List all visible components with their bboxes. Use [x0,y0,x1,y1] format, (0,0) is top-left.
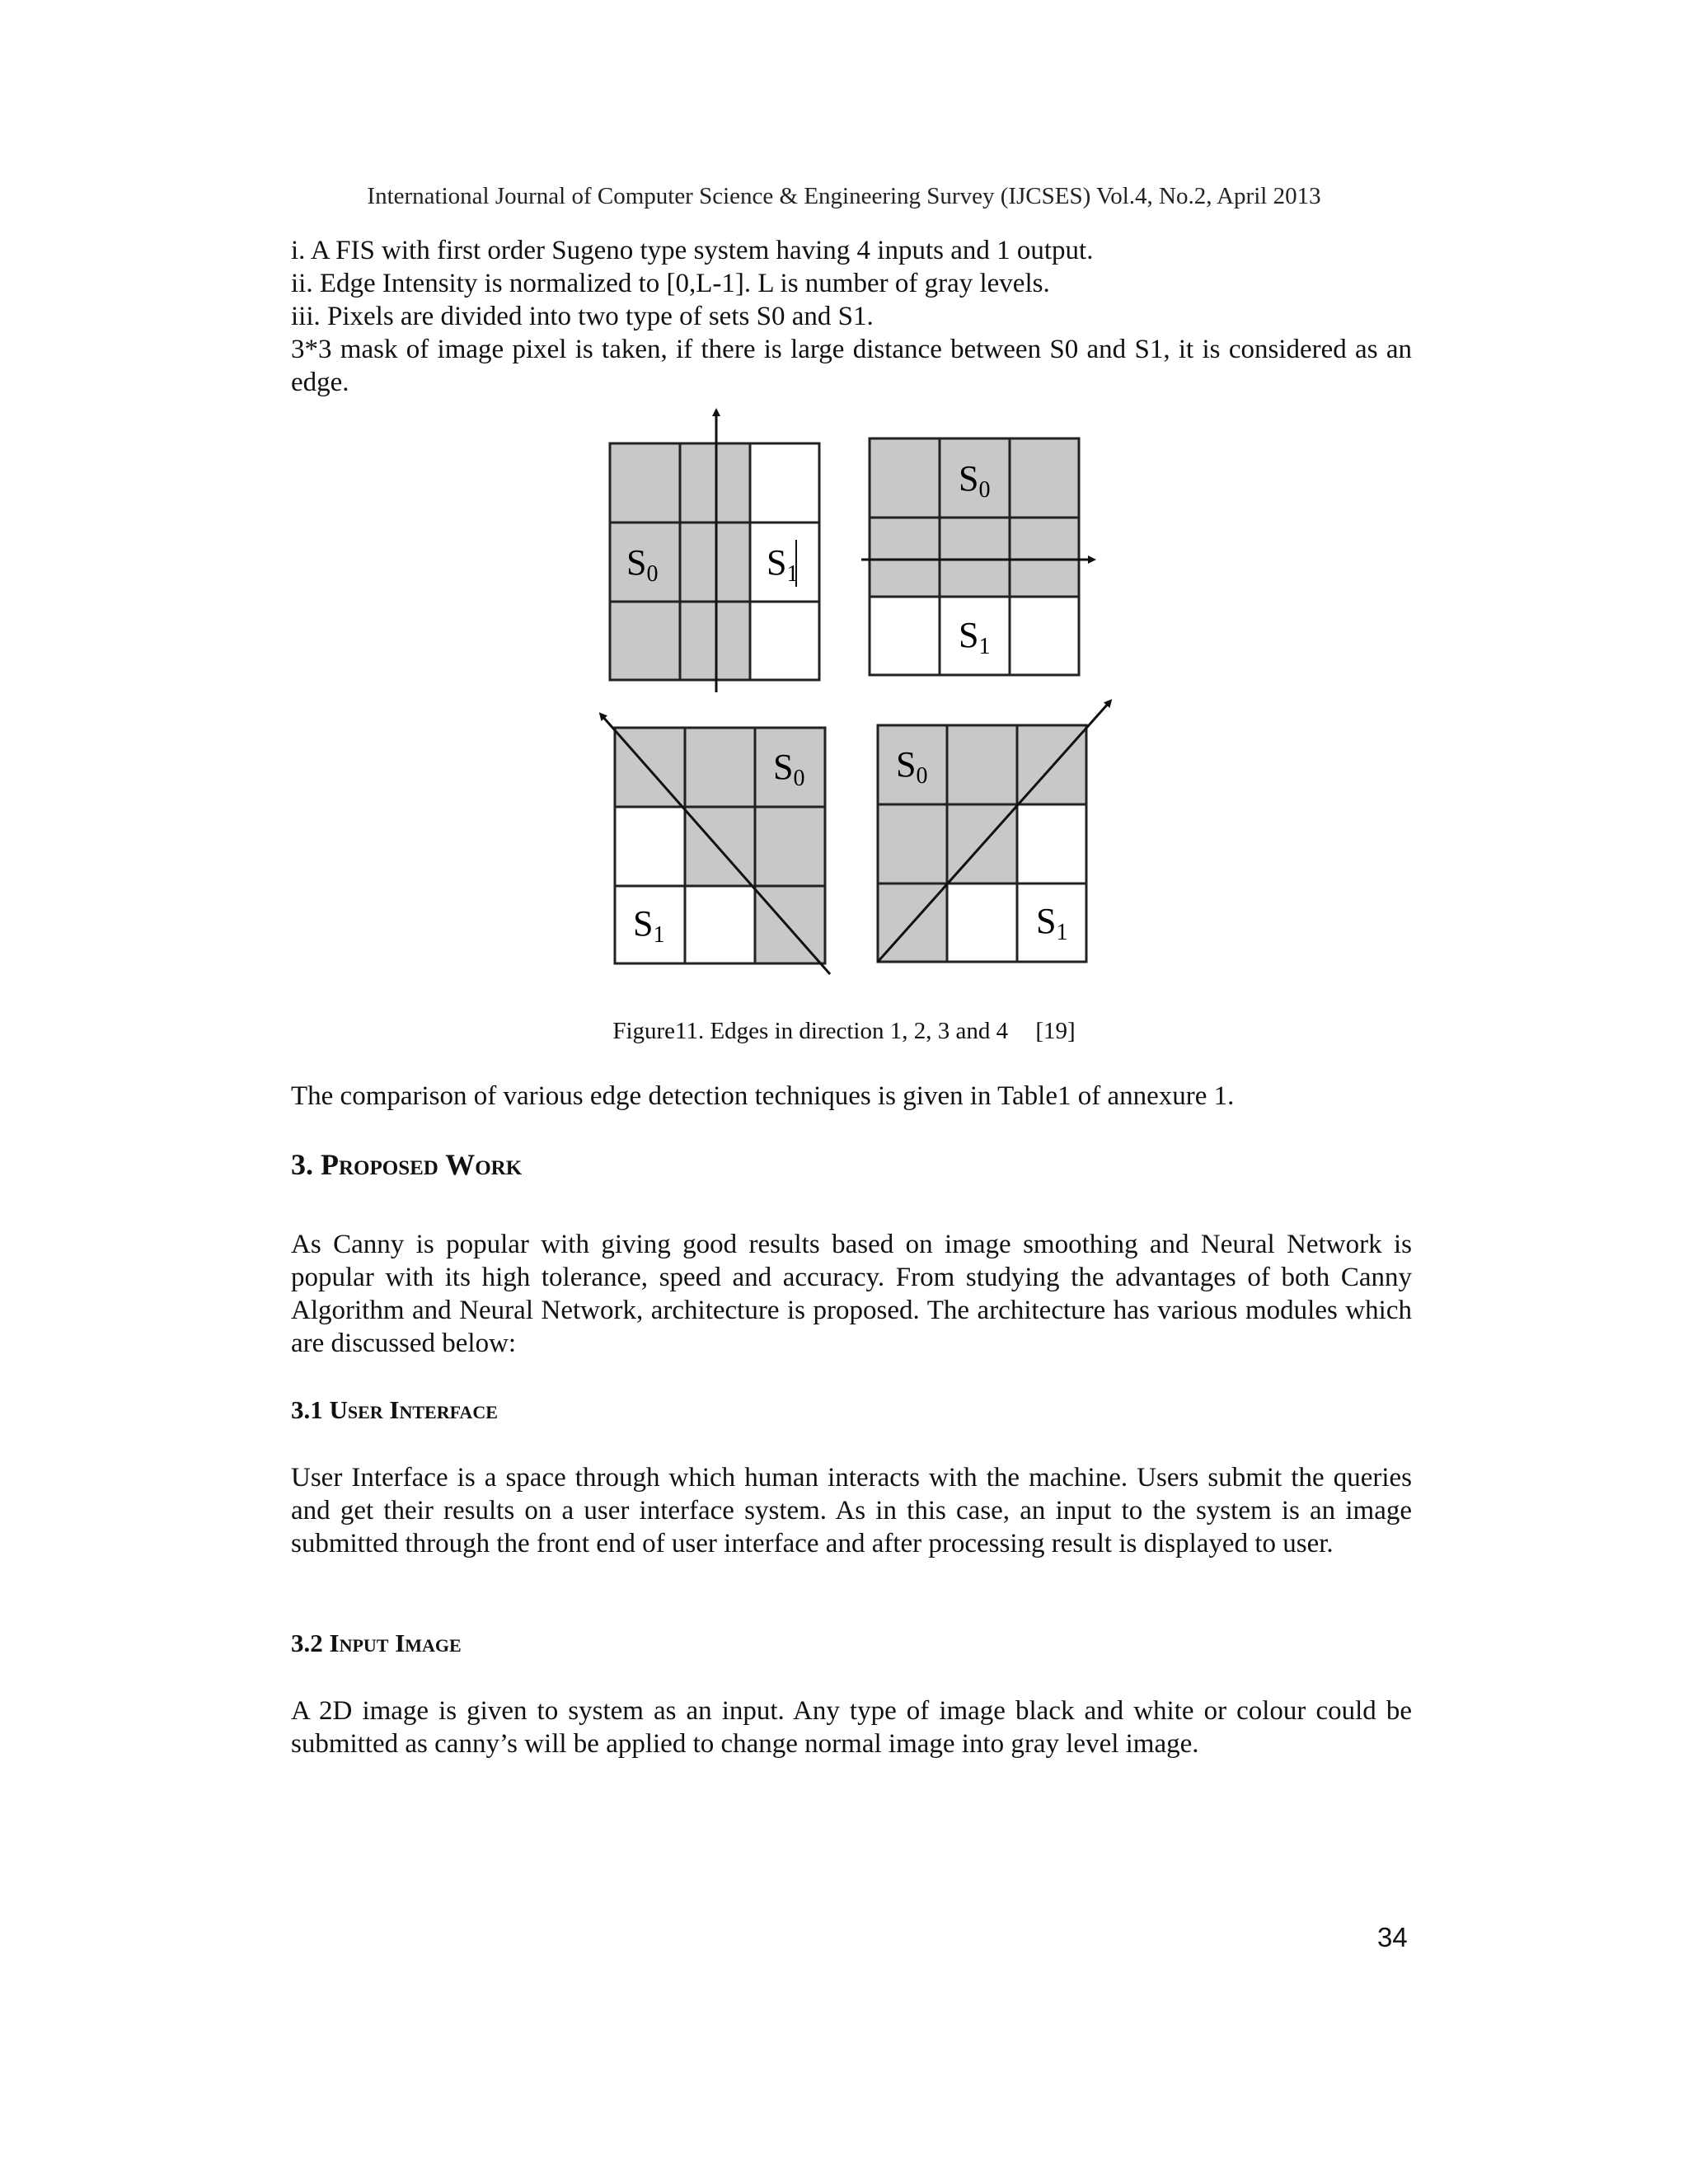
cell-s1 [615,807,685,886]
cell-s1 [947,883,1017,962]
grid-direction-1 [610,412,819,692]
list-item: iii. Pixels are divided into two type of sets S0 and S1. [291,302,874,331]
cell-s0 [940,518,1010,597]
set-label: S1 [1036,901,1068,945]
caption-text: Figure11. Edges in direction 1, 2, 3 and 4 [612,1018,1009,1044]
figure-caption [0,1018,1688,1045]
running-header: International Journal of Computer Science & Engineering Survey (IJCSES) Vol.4, No.2, April 2013 [367,183,1321,209]
cell-s0 [1010,518,1079,597]
cell-s0 [755,807,825,886]
set-label: S1 [767,542,799,587]
cell-s0 [947,725,1017,804]
section-3-2-paragraph: A 2D image is given to system as an input. Any type of image black and white or colour could be submitted as canny’s will be applied to change normal image into gray level image. [291,1696,1412,1759]
grid-direction-4 [878,702,1109,962]
section-3-paragraph: As Canny is popular with giving good results based on image smoothing and Neural Network is popular with its high tolerance, speed and accuracy. From studying the advantages of both Canny Algorithm and Neural Network, architecture is proposed. The architecture has various modules which are discussed below: [291,1230,1412,1358]
set-label: S0 [959,458,991,503]
cell-s0 [870,518,940,597]
cell-s0 [1010,438,1079,518]
set-label: S1 [959,615,991,659]
cell-s0 [870,438,940,518]
caption-citation: [19] [1035,1018,1076,1044]
section-3-1-heading: 3.1 User Interface [291,1395,498,1424]
cell-s0 [755,886,825,963]
section-3-2-heading: 3.2 Input Image [291,1629,462,1657]
set-label: S0 [896,744,928,789]
list-item: i. A FIS with first order Sugeno type system having 4 inputs and 1 output. [291,236,1094,265]
set-label: S0 [626,542,659,587]
cell-s1 [750,602,819,680]
cell-s0 [685,807,755,886]
cell-s0 [615,728,685,807]
section-3-1-paragraph: User Interface is a space through which human interacts with the machine. Users submit the queries and get their results on a user interface system. As in this case, an input to the system is an image submitted through the front end of user interface and after processing result is displayed to user. [291,1463,1412,1558]
page-number: 34 [1377,1922,1408,1952]
cell-s0 [610,443,680,523]
section-3-heading: 3. Proposed Work [291,1148,523,1181]
cell-s1 [750,443,819,523]
cell-s0 [878,804,947,883]
set-label: S0 [773,747,805,791]
cell-s1 [1010,597,1079,675]
mask-paragraph: 3*3 mask of image pixel is taken, if there is large distance between S0 and S1, it is considered as an edge. [291,335,1412,397]
grid-direction-2 [861,438,1092,675]
cell-s0 [685,728,755,807]
set-label: S1 [633,903,665,948]
cell-s1 [1017,804,1086,883]
edge-direction-figure [0,0,1688,1014]
cell-s0 [610,602,680,680]
cell-s1 [870,597,940,675]
cell-s1 [685,886,755,963]
list-item: ii. Edge Intensity is normalized to [0,L-1]. L is number of gray levels. [291,269,1050,298]
grid-direction-3 [602,715,830,974]
comparison-paragraph: The comparison of various edge detection techniques is given in Table1 of annexure 1. [291,1081,1235,1111]
